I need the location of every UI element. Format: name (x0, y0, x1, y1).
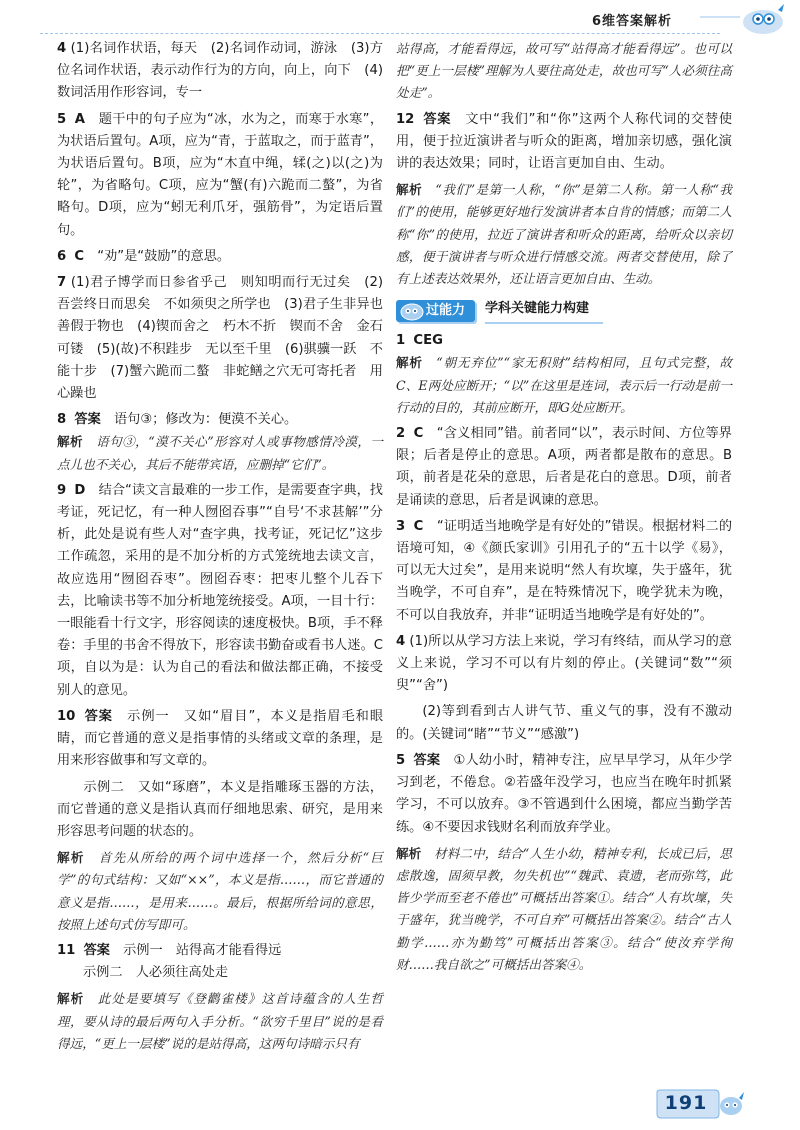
header-divider (40, 33, 720, 34)
answer-text: 示例一 又如“眉目”，本义是指眉毛和眼睛，而它普通的意义是指事情的头绪或文章的条理，是用来形容做事和写文章的。 (57, 708, 384, 769)
answer-item: 11 答案 示例一 站得高才能看得远 (57, 942, 282, 958)
answer-item: 2 C “含义相同”错。前者同“以”，表示时间、方位等界限；后者是停止的意思。A项，两者都是散布的意思。B项，前者是花朵的意思，后者是花白的意思。D项，前者是诵读的意思，后者是讽谏的意思。 (396, 426, 732, 508)
explanation: 解析 “我们”是第一人称，“你”是第二人称。第一人称“我们”的使用，能够更好地行发演讲者本自肯的情感；而第二人称“你”的使用，拉近了演讲者和听众的距离，给听众以亲切感，便于演讲者与听众进行情感交流。两者交替使用，除了有上述表达效果外，还让语言更加自由、生动。 (396, 182, 733, 287)
section-badge: 过能力 (396, 300, 475, 322)
answer-text: (2)等到看到古人讲气节、重义气的事，没有不激动的。(关键词“睹”“节义”“感激”) (396, 704, 732, 742)
header-label: 6维答案解析 (592, 14, 673, 29)
answer-item: 6 C “劝”是“鼓励”的意思。 (57, 248, 231, 264)
page-number: 191 (664, 1092, 708, 1114)
answer-item: 1 CEG (396, 333, 443, 349)
section-header (396, 298, 732, 324)
answer-text: 语句③；修改为：便漠不关心。 (113, 412, 298, 428)
answer-text: (1)所以从学习方法上来说，学习有终结，而从学习的意义上来说，学习不可以有片刻的停止。(关键词“数”“须臾”“舍”) (396, 633, 732, 694)
answer-text: (1)君子博学而日参省乎己 则知明而行无过矣 (2)吾尝终日而思矣 不如须臾之所学也 (3)君子生非异也 善假于物也 (4)锲而舍之 朽木不折 锲而不舍 金石可镂 (5)(故)不积跬步 无以至千里 (6)骐骥一跃 不能十步 (7)蟹六跪而二螯 非蛇鳝之穴无可寄托者 用心躁也 (57, 275, 397, 402)
answer-text: 文中“我们”和“你”这两个人称代词的交替使用，便于拉近演讲者与听众的距离，增加亲切感，强化演讲的表达效果；同时，让语言更加自由、生动。 (396, 111, 733, 172)
explanation: 解析 “朝无弃位”“家无积财”结构相同，且句式完整，故C、E两处应断开；“以”在这里是连词，表示后一行动是前一行动的目的，其前应断开，即G处应断开。 (396, 355, 733, 415)
answer-item: 8 答案 语句③；修改为：便漠不关心。 (57, 412, 298, 428)
answer-text: “含义相同”错。前者同“以”，表示时间、方位等界限；后者是停止的意思。A项，两者都是散布的意思。B项，前者是花朵的意思，后者是花白的意思。D项，前者是诵读的意思，后者是讽谏的意思。 (396, 426, 732, 508)
answer-text: 示例二 又如“琢磨”，本义是指雕琢玉器的方法，而它普通的意义是指认真而仔细地思索、研究，是用来形容思考问题的状态的。 (57, 779, 383, 839)
answer-text: 示例二 人必须往高处走 (83, 965, 229, 981)
answer-text: “劝”是“鼓励”的意思。 (97, 248, 231, 264)
answer-item: 10 答案 示例一 又如“眉目”，本义是指眉毛和眼睛，而它普通的意义是指事情的头绪或文章的条理，是用来形容做事和写文章的。 (57, 708, 384, 769)
explanation: 解析 语句③，“漠不关心”形容对人或事物感情冷漠，一点儿也不关心，其后不能带宾语，应删掉“它们”。 (57, 434, 383, 472)
mascot-icon (738, 2, 788, 36)
left-column (57, 38, 397, 1055)
answer-item: 7 (1)君子博学而日参省乎己 则知明而行无过矣 (2)吾尝终日而思矣 不如须臾之所学也 (3)君子生非异也 善假于物也 (4)锲而舍之 朽木不折 锲而不舍 金石可镂 (5)(故)不积跬步 无以至千里 (6)骐骥一跃 不能十步 (7)蟹六跪而二螯 非蛇鳝之穴无可寄托者 用心躁也 (57, 275, 397, 402)
answer-item: 5 答案 ①人幼小时，精神专注，应早早学习，从年少学习到老，不倦怠。②若盛年没学习，也应当在晚年时抓紧学习，不可以放弃。③不管遇到什么困境，都应当勤学苦练。④不要因求钱财名利而放弃学业。 (396, 752, 733, 835)
explanation: 解析 材料二中，结合“人生小幼，精神专利，长成已后，思虑散逸，固须早教，勿失机也”“魏武、袁遗，老而弥笃，此皆少学而至老不倦也”可概括出答案①。结合“人有坎壈，失于盛年，犹当晚学，不可自弃”可概括出答案②。结合“古人勤学……亦为勤笃”可概括出答案③。结合“使汝弃学徇财……我自欲之”可概括出答案④。 (396, 845, 733, 972)
answer-item: 5 A 题干中的句子应为“冰，水为之，而寒于水寒”，为状语后置句。A项，应为“青，于蓝取之，而于蓝青”，为状语后置句。B项，应为“木直中绳，𫐓(之)以(之)为轮”，为省略句。C项，应为“蟹(有)六跪而二螯”，为省略句。D项，应为“蚓无利爪牙，强筋骨”，为定语后置句。 (57, 111, 384, 238)
answer-item: 3 C “证明适当地晚学是有好处的”错误。根据材料二的语境可知，④《颜氏家训》引用孔子的“五十以学《易》，可以无大过矣”，是用来说明“然人有坎壈，失于盛年，犹当晚学，不可自弃”，是在特殊情况下，晚学犹未为晚，不可以自我放弃，并非“证明适当地晚学是有好处的”。 (396, 518, 733, 623)
answer-text: CEG (413, 333, 443, 349)
header-rule-top (700, 16, 740, 18)
answer-text: (1)名词作状语，每天 (2)名词作动词，游泳 (3)方位名词作状语，表示动作行为的方向，向上，向下 (4)数词活用作形容词，专一 (57, 41, 383, 101)
answer-text: “证明适当地晚学是有好处的”错误。根据材料二的语境可知，④《颜氏家训》引用孔子的“五十以学《易》，可以无大过矣”，是用来说明“然人有坎壈，失于盛年，犹当晚学，不可自弃”，是在特殊情况下，晚学犹未为晚，不可以自我放弃，并非“证明适当地晚学是有好处的”。 (396, 518, 733, 623)
mascot-badge-icon (398, 296, 426, 324)
answer-item: 12 答案 文中“我们”和“你”这两个人称代词的交替使用，便于拉近演讲者与听众的距离，增加亲切感，强化演讲的表达效果；同时，让语言更加自由、生动。 (396, 111, 733, 172)
explanation: 解析 首先从所给的两个词中选择一个，然后分析“巨学”的句式结构：又如“××”，本义是指……，而它普通的意义是指……，是用来……。最后，根据所给词的意思，按照上述句式仿写即可。 (57, 850, 384, 932)
answer-item: 4 (1)所以从学习方法上来说，学习有终结，而从学习的意义上来说，学习不可以有片刻的停止。(关键词“数”“须臾”“舍”) (396, 633, 732, 694)
section-title: 学科关键能力构建 (485, 298, 603, 324)
answer-item: 9 D 结合“读文言最难的一步工作，是需要查字典，找考证，死记忆，有一种人囫囵吞事”“自号‘不求甚解’”分析，此处是说有些人对“查字典，找考证，死记忆”这步工作疏忽，采用的是不加分析的方式笼统地去读文言，故应选用“囫囵吞枣”。囫囵吞枣：把枣儿整个儿吞下去，比喻读书等不加分析地笼统接受。A项，一目十行：一眼能看十行文字，形容阅读的速度极快。B项，手不释卷：手里的书舍不得放下，形容读书勤奋或看书人迷。C项，自以为是：认为自己的看法和做法都正确，不接受别人的意见。 (57, 482, 383, 698)
explanation: 解析 此处是要填写《登鹳雀楼》这首诗蕴含的人生哲理，要从诗的最后两句入手分析。“欲穷千里目”说的是看得远，“更上一层楼”说的是站得高，这两句诗暗示只有 (57, 991, 384, 1051)
answer-item: 4 (1)名词作状语，每天 (2)名词作动词，游泳 (3)方位名词作状语，表示动作行为的方向，向上，向下 (4)数词活用作形容词，专一 (57, 41, 383, 101)
answer-text: ①人幼小时，精神专注，应早早学习，从年少学习到老，不倦怠。②若盛年没学习，也应当在晚年时抓紧学习，不可以放弃。③不管遇到什么困境，都应当勤学苦练。④不要因求钱财名利而放弃学业。 (396, 752, 733, 835)
answer-text: 题干中的句子应为“冰，水为之，而寒于水寒”，为状语后置句。A项，应为“青，于蓝取之，而于蓝青”，为状语后置句。B项，应为“木直中绳，𫐓(之)以(之)为轮”，为省略句。C项，应为“蟹(有)六跪而二螯”，为省略句。D项，应为“蚓无利爪牙，强筋骨”，为定语后置句。 (57, 111, 384, 238)
explanation-continued: 站得高，才能看得远，故可写“站得高才能看得远”。也可以把“更上一层楼”理解为人要往高处走，故也可写“人必须往高处走”。 (396, 41, 732, 101)
answer-text: 结合“读文言最难的一步工作，是需要查字典，找考证，死记忆，有一种人囫囵吞事”“自号‘不求甚解’”分析，此处是说有些人对“查字典，找考证，死记忆”这步工作疏忽，采用的是不加分析的方式笼统地去读文言，故应选用“囫囵吞枣”。囫囵吞枣：把枣儿整个儿吞下去，比喻读书等不加分析地笼统接受。A项，一目十行：一眼能看十行文字，形容阅读的速度极快。B项，手不释卷：手里的书舍不得放下，形容读书勤奋或看书人迷。C项，自以为是：认为自己的看法和做法都正确，不接受别人的意见。 (57, 482, 383, 698)
answer-text: 示例一 站得高才能看得远 (123, 942, 282, 958)
right-column (396, 38, 732, 976)
